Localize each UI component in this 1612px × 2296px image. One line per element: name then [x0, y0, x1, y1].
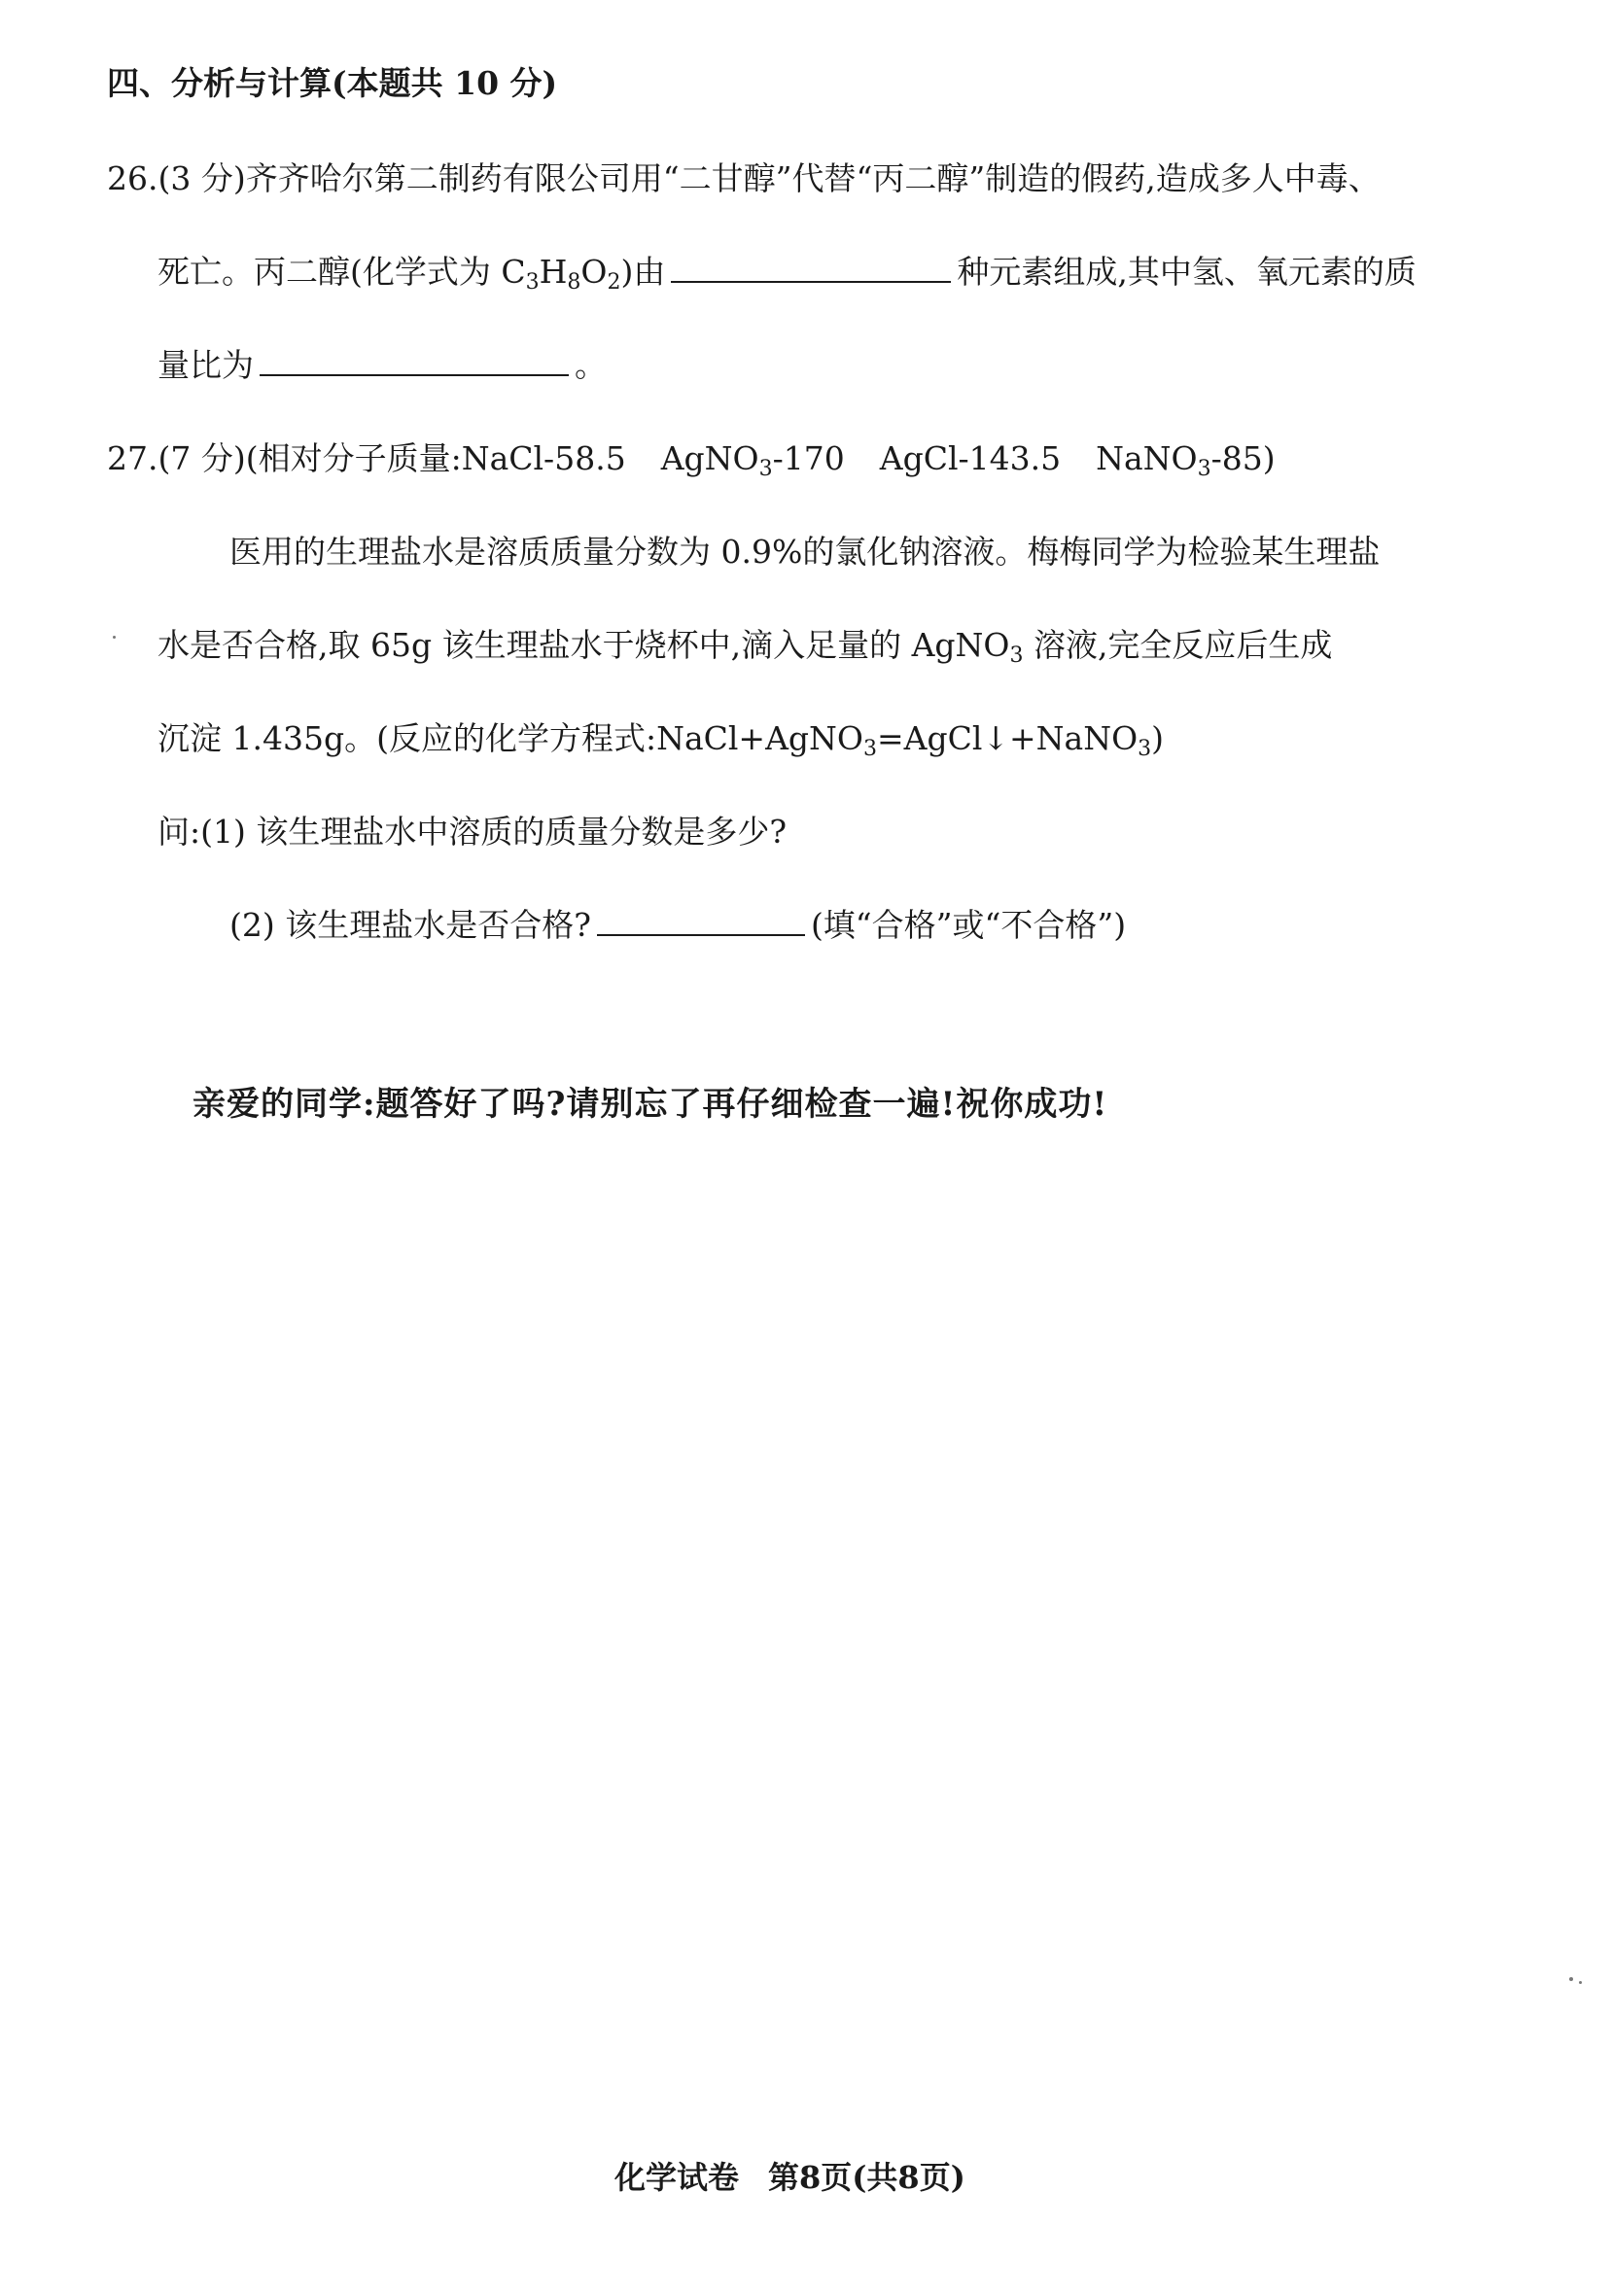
q27-para2-prefix: 水是否合格,取 65g 该生理盐水于烧杯中,滴入足量的 AgNO [158, 626, 1010, 664]
formula-o: O [580, 253, 608, 291]
scan-speck [113, 636, 116, 639]
q27-ask2-prefix: (2) 该生理盐水是否合格? [229, 906, 591, 944]
q27-ask1: 问:(1) 该生理盐水中溶质的质量分数是多少? [158, 813, 788, 851]
footer-subject: 化学试卷 [614, 2159, 740, 2196]
formula-sub: 3 [1009, 644, 1024, 668]
q26-line2-prefix: 死亡。丙二醇(化学式为 C [158, 253, 526, 291]
formula-sub: 3 [862, 737, 877, 761]
answer-blank-qualified[interactable] [597, 905, 805, 936]
q27-para1: 医用的生理盐水是溶质质量分数为 0.9%的氯化钠溶液。梅梅同学为检验某生理盐 [229, 533, 1381, 571]
scan-speck [1569, 1977, 1573, 1981]
q27-para3-mid: =AgCl↓+NaNO [876, 719, 1139, 757]
nano3-value: -85) [1210, 439, 1276, 477]
formula-sub: 3 [1197, 457, 1211, 481]
agcl-entry: AgCl-143.5 [879, 439, 1062, 477]
page-footer [614, 2154, 965, 2201]
formula-sub: 3 [1138, 737, 1152, 761]
nano3-formula: NaNO [1096, 439, 1198, 477]
formula-sub: 2 [607, 270, 621, 295]
footer-page-number: 第8页(共8页) [768, 2159, 965, 2196]
q27-para3-prefix: 沉淀 1.435g。(反应的化学方程式:NaCl+AgNO [158, 719, 863, 757]
q27-ask2-suffix: (填“合格”或“不合格”) [810, 906, 1127, 944]
q26-line2-suffix: 种元素组成,其中氢、氧元素的质 [957, 253, 1417, 291]
q26-line3-prefix: 量比为 [158, 346, 254, 384]
formula-h: H [539, 253, 568, 291]
formula-sub: 8 [567, 270, 581, 295]
q27-para2-suffix: 溶液,完全反应后生成 [1023, 626, 1333, 664]
q27-ask2 [229, 902, 1126, 949]
q26-line2-mid: )由 [620, 253, 666, 291]
q27-para3 [158, 715, 1164, 762]
q26-line1: 26.(3 分)齐齐哈尔第二制药有限公司用“二甘醇”代替“丙二醇”制造的假药,造成多人中毒、 [107, 159, 1381, 197]
q27-header [107, 435, 1276, 482]
q26-line3-suffix: 。 [575, 346, 607, 384]
scan-speck [1579, 1981, 1582, 1984]
q27-para3-suffix: ) [1151, 719, 1165, 757]
formula-sub: 3 [525, 270, 540, 295]
answer-blank-mass-ratio[interactable] [260, 345, 569, 376]
q27-para2 [158, 622, 1332, 669]
q27-header-prefix: 27.(7 分)(相对分子质量:NaCl-58.5 [107, 439, 626, 477]
section-title: 四、分析与计算(本题共 10 分) [107, 64, 558, 102]
q26-line2 [158, 249, 1417, 296]
agno3-formula: AgNO [660, 439, 759, 477]
answer-blank-elements[interactable] [671, 252, 951, 283]
formula-sub: 3 [758, 457, 773, 481]
q26-line3 [158, 342, 607, 389]
agno3-value: -170 [772, 439, 845, 477]
closing-message: 亲爱的同学:题答好了吗?请别忘了再仔细检查一遍!祝你成功! [193, 1085, 1108, 1124]
